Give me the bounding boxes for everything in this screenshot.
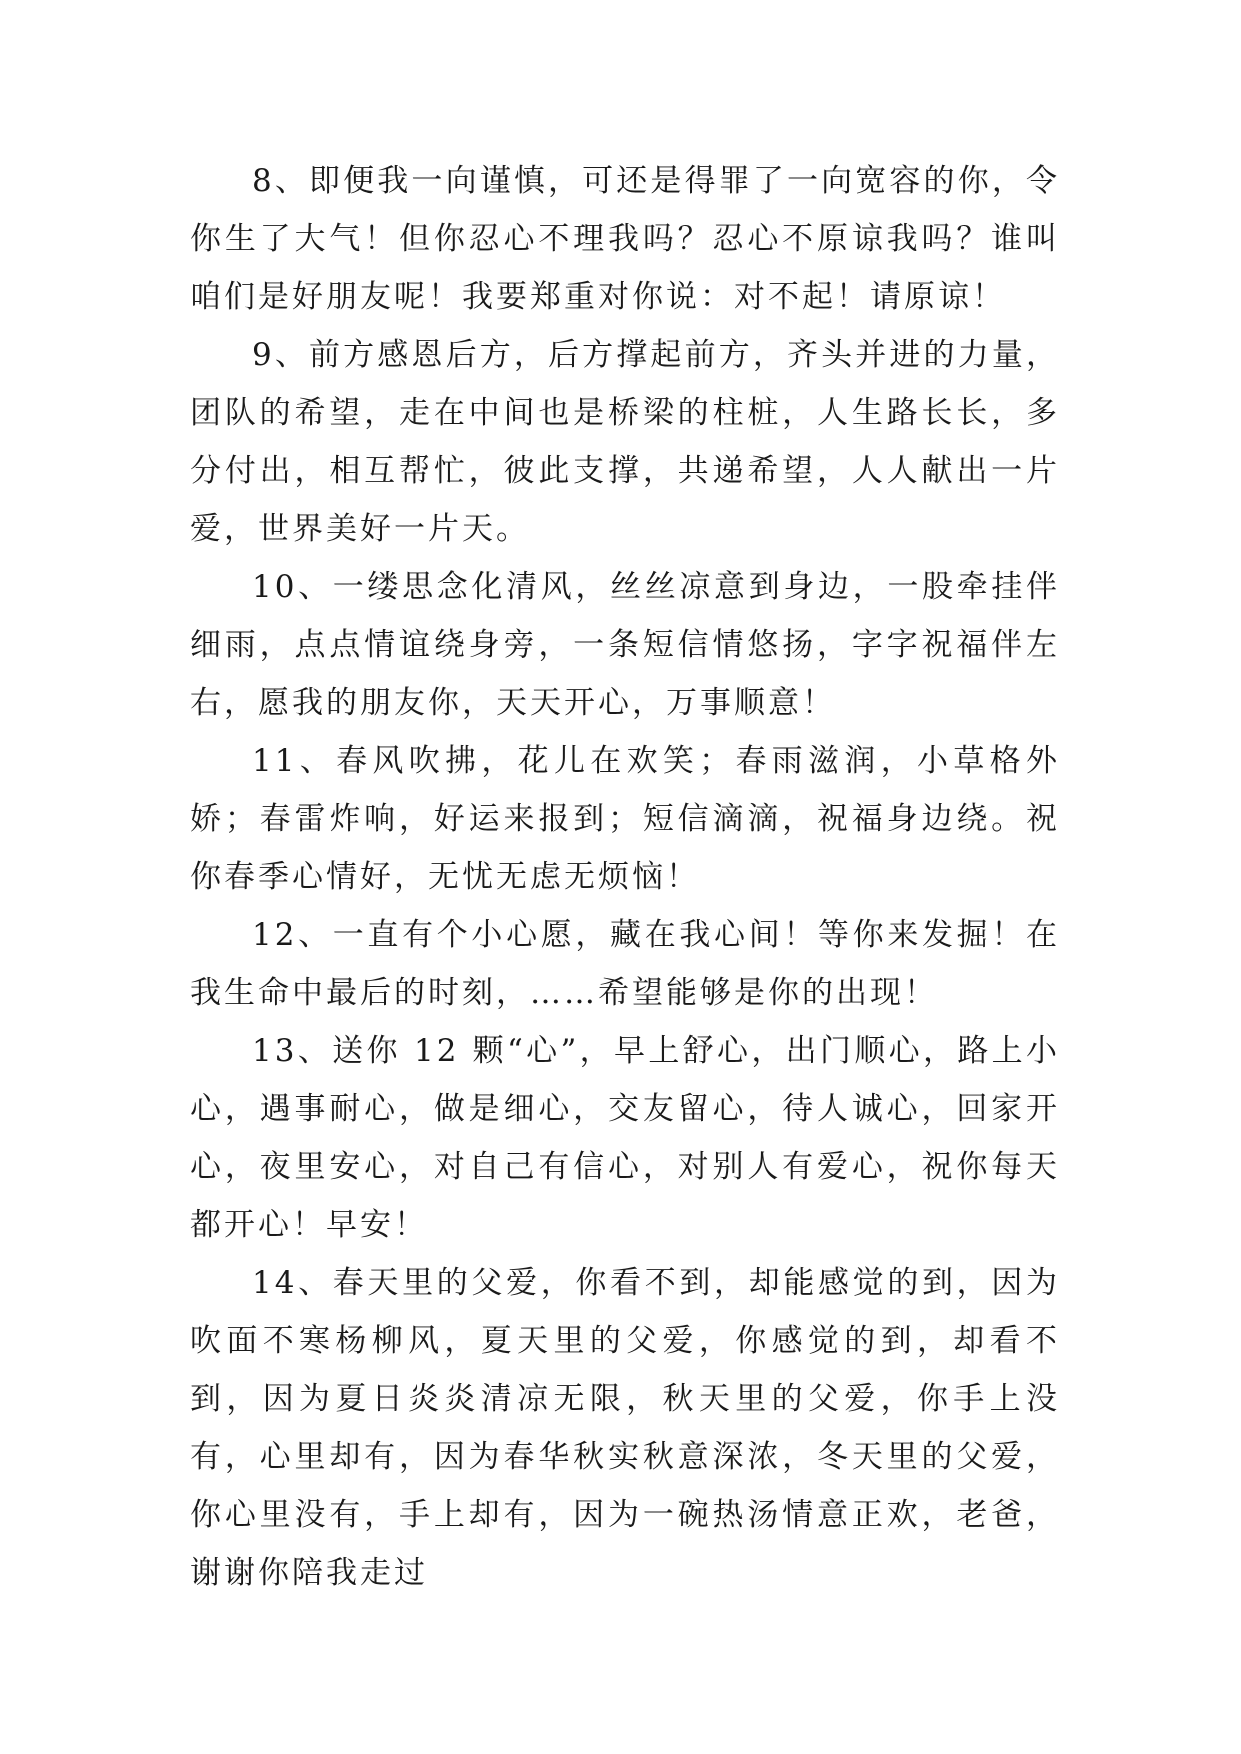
paragraph-9: 9、前方感恩后方，后方撑起前方，齐头并进的力量，团队的希望，走在中间也是桥梁的柱桩，人生路长长，多分付出，相互帮忙，彼此支撑，共递希望，人人献出一片爱，世界美好一片天。 xyxy=(190,337,1060,547)
paragraph-8: 8、即便我一向谨慎，可还是得罪了一向宽容的你，令你生了大气！但你忍心不理我吗？忍心不原谅我吗？谁叫咱们是好朋友呢！我要郑重对你说：对不起！请原谅！ xyxy=(190,163,1060,315)
paragraph-10: 10、一缕思念化清风，丝丝凉意到身边，一股牵挂伴细雨，点点情谊绕身旁，一条短信情悠扬，字字祝福伴左右，愿我的朋友你，天天开心，万事顺意！ xyxy=(190,569,1060,721)
paragraph-12: 12、一直有个小心愿，藏在我心间！等你来发掘！在我生命中最后的时刻，……希望能够是你的出现！ xyxy=(190,917,1060,1011)
document-body xyxy=(190,152,1060,1602)
paragraph-11: 11、春风吹拂，花儿在欢笑；春雨滋润，小草格外娇；春雷炸响，好运来报到；短信滴滴，祝福身边绕。祝你春季心情好，无忧无虑无烦恼！ xyxy=(190,743,1060,895)
paragraph-14: 14、春天里的父爱，你看不到，却能感觉的到，因为吹面不寒杨柳风，夏天里的父爱，你感觉的到，却看不到，因为夏日炎炎清凉无限，秋天里的父爱，你手上没有，心里却有，因为春华秋实秋意深浓，冬天里的父爱，你心里没有，手上却有，因为一碗热汤情意正欢，老爸，谢谢你陪我走过 xyxy=(190,1265,1060,1591)
paragraph-13: 13、送你 12 颗“心”，早上舒心，出门顺心，路上小心，遇事耐心，做是细心，交友留心，待人诚心，回家开心，夜里安心，对自己有信心，对别人有爱心，祝你每天都开心！早安！ xyxy=(190,1033,1060,1243)
